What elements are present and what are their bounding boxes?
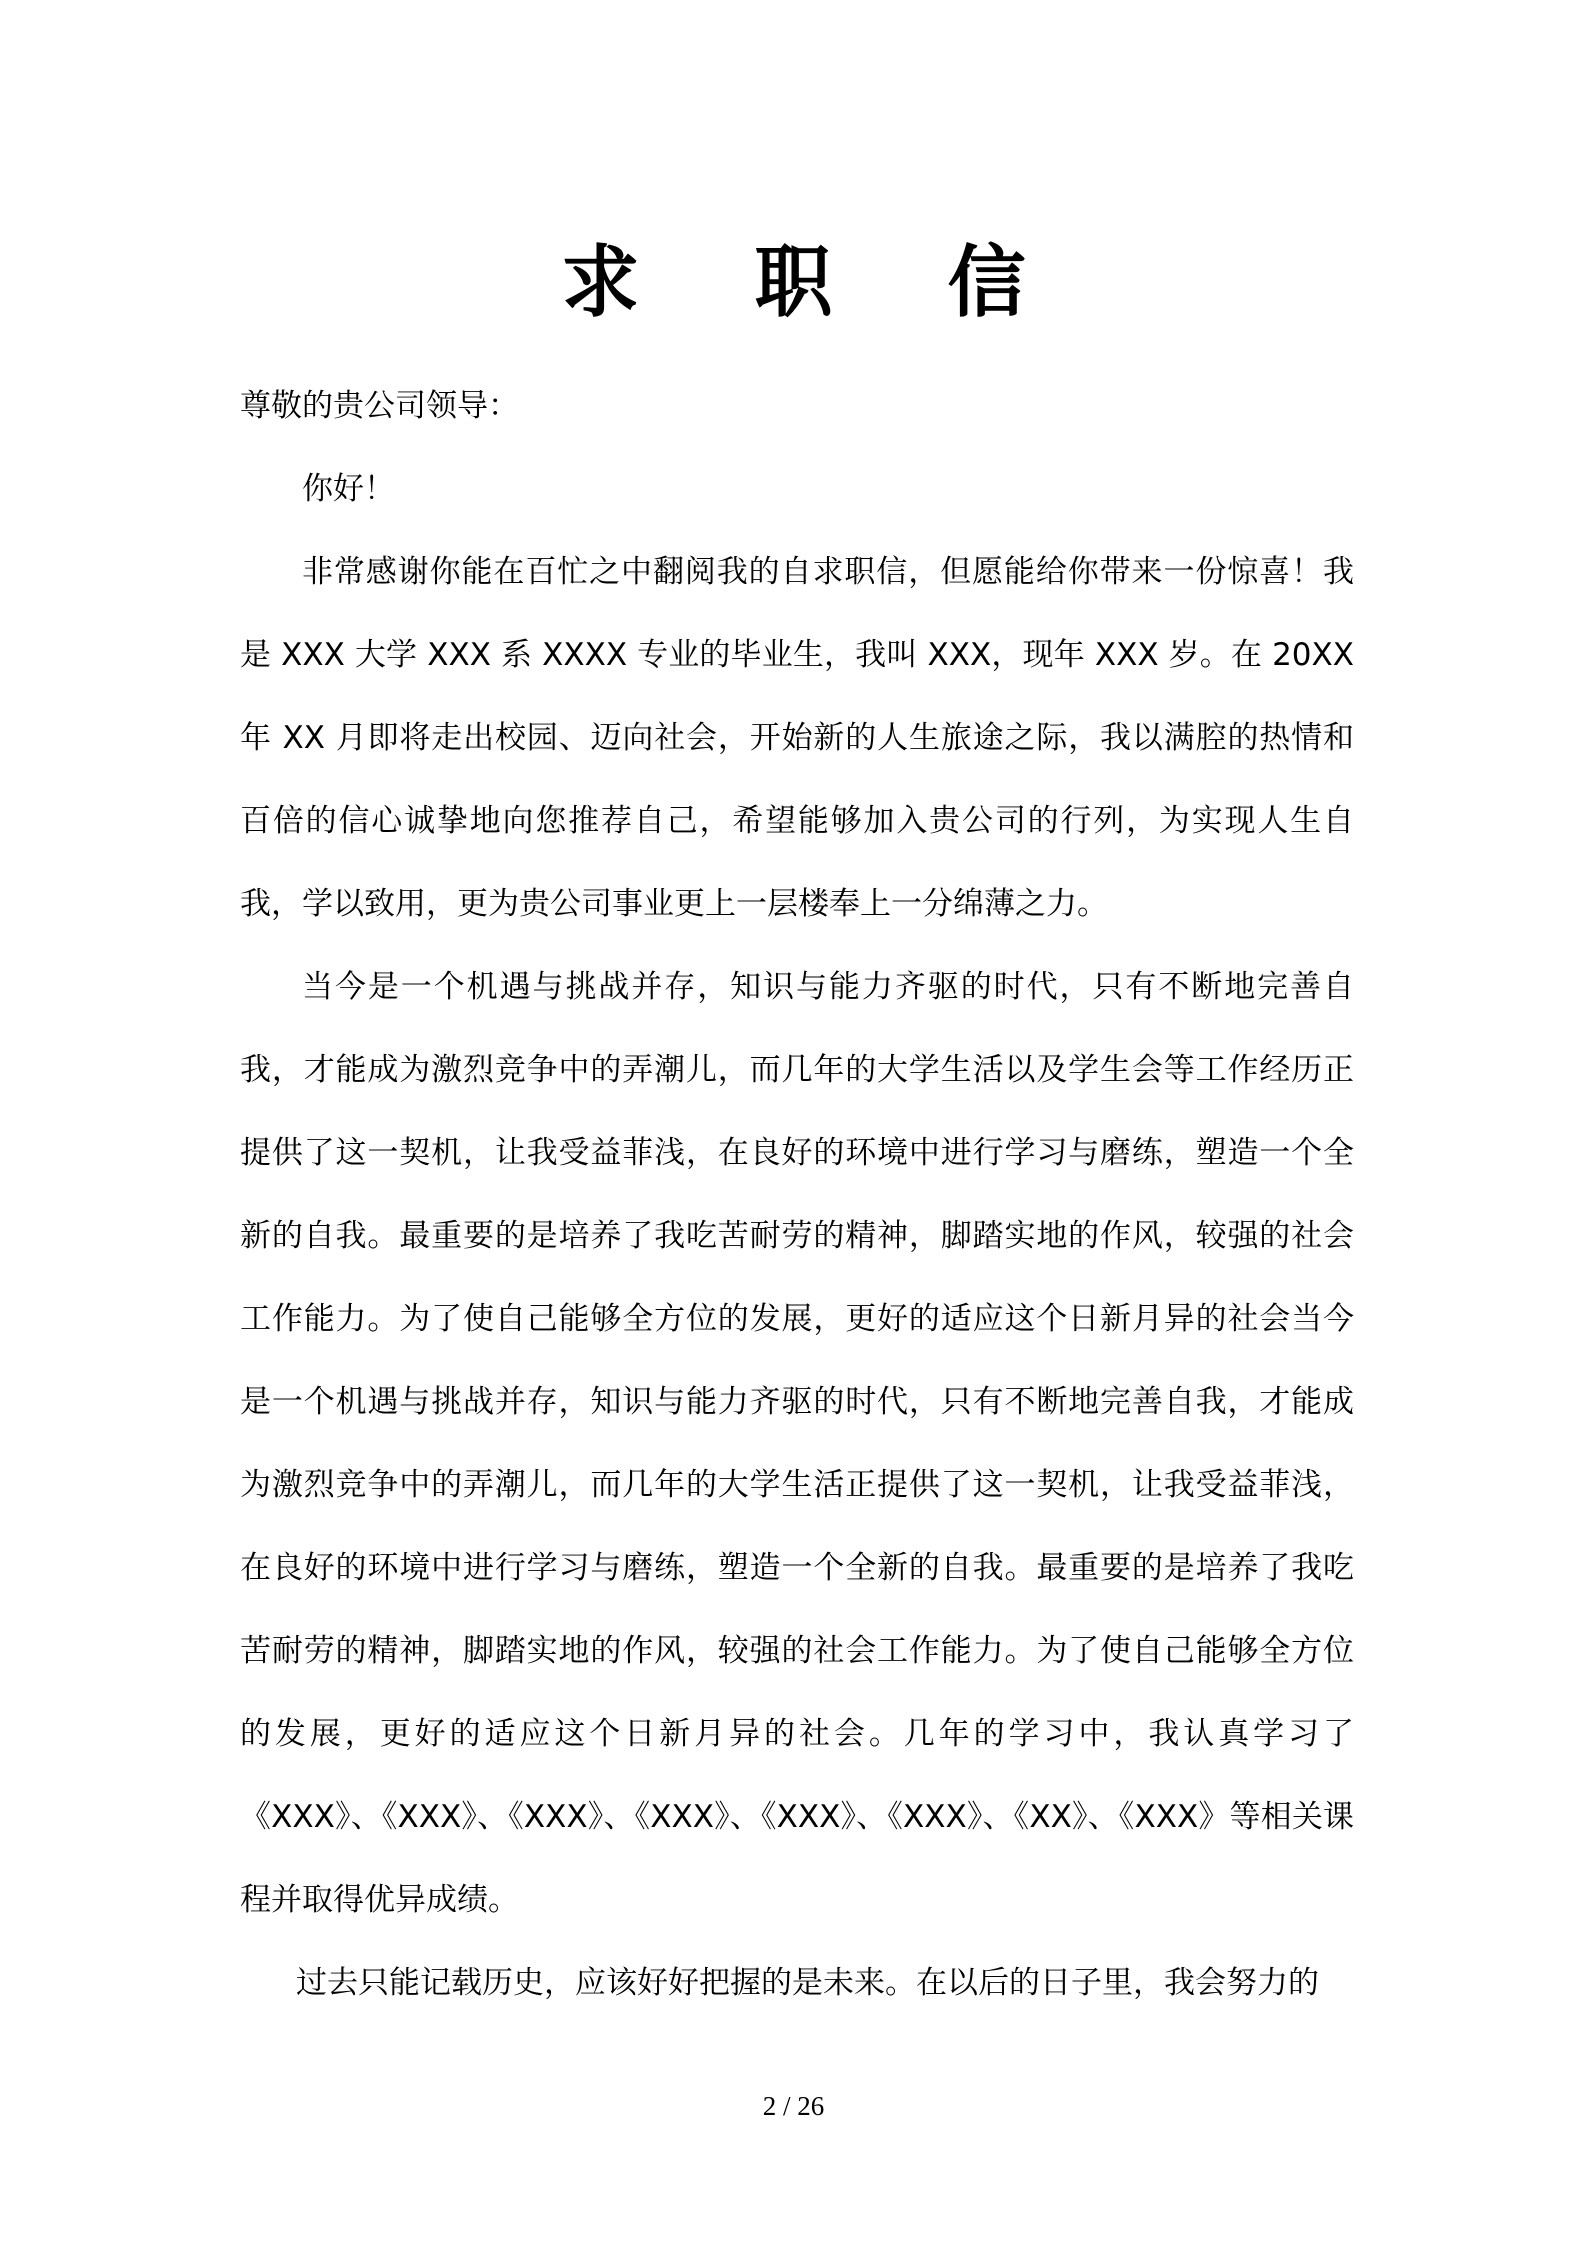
- salutation: 尊敬的贵公司领导：: [240, 388, 519, 424]
- paragraph-experience: 当今是一个机遇与挑战并存，知识与能力齐驱的时代，只有不断地完善自我，才能成为激烈竞争中的弄潮儿，而几年的大学生活以及学生会等工作经历正提供了这一契机，让我受益菲浅，在良好的环境中进行学习与磨练，塑造一个全新的自我。最重要的是培养了我吃苦耐劳的精神，脚踏实地的作风，较强的社会工作能力。为了使自己能够全方位的发展，更好的适应这个日新月异的社会当今是一个机遇与挑战并存，知识与能力齐驱的时代，只有不断地完善自我，才能成为激烈竞争中的弄潮儿，而几年的大学生活正提供了这一契机，让我受益菲浅，在良好的环境中进行学习与磨练，塑造一个全新的自我。最重要的是培养了我吃苦耐劳的精神，脚踏实地的作风，较强的社会工作能力。为了使自己能够全方位的发展，更好的适应这个日新月异的社会。几年的学习中，我认真学习了《XXX》、《XXX》、《XXX》、《XXX》、《XXX》、《XXX》、《XX》、《XXX》等相关课程并取得优异成绩。: [240, 969, 1354, 1918]
- page-number: 2 / 26: [762, 2091, 825, 2121]
- letter-title: 求 职 信: [561, 238, 1070, 328]
- paragraph-introduction: 非常感谢你能在百忙之中翻阅我的自求职信，但愿能给你带来一份惊喜！我是 XXX 大学 XXX 系 XXXX 专业的毕业生，我叫 XXX，现年 XXX 岁。在 20XX 年 XX 月即将走出校园、迈向社会，开始新的人生旅途之际，我以满腔的热情和百倍的信心诚挚地向您推荐自己，希望能够加入贵公司的行列，为实现人生自我，学以致用，更为贵公司事业更上一层楼奉上一分绵薄之力。: [240, 554, 1354, 922]
- letter-body: [240, 365, 1354, 2025]
- paragraph-future: 过去只能记载历史，应该好好把握的是未来。在以后的日子里，我会努力的: [296, 1965, 1319, 2001]
- greeting: 你好！: [302, 471, 395, 507]
